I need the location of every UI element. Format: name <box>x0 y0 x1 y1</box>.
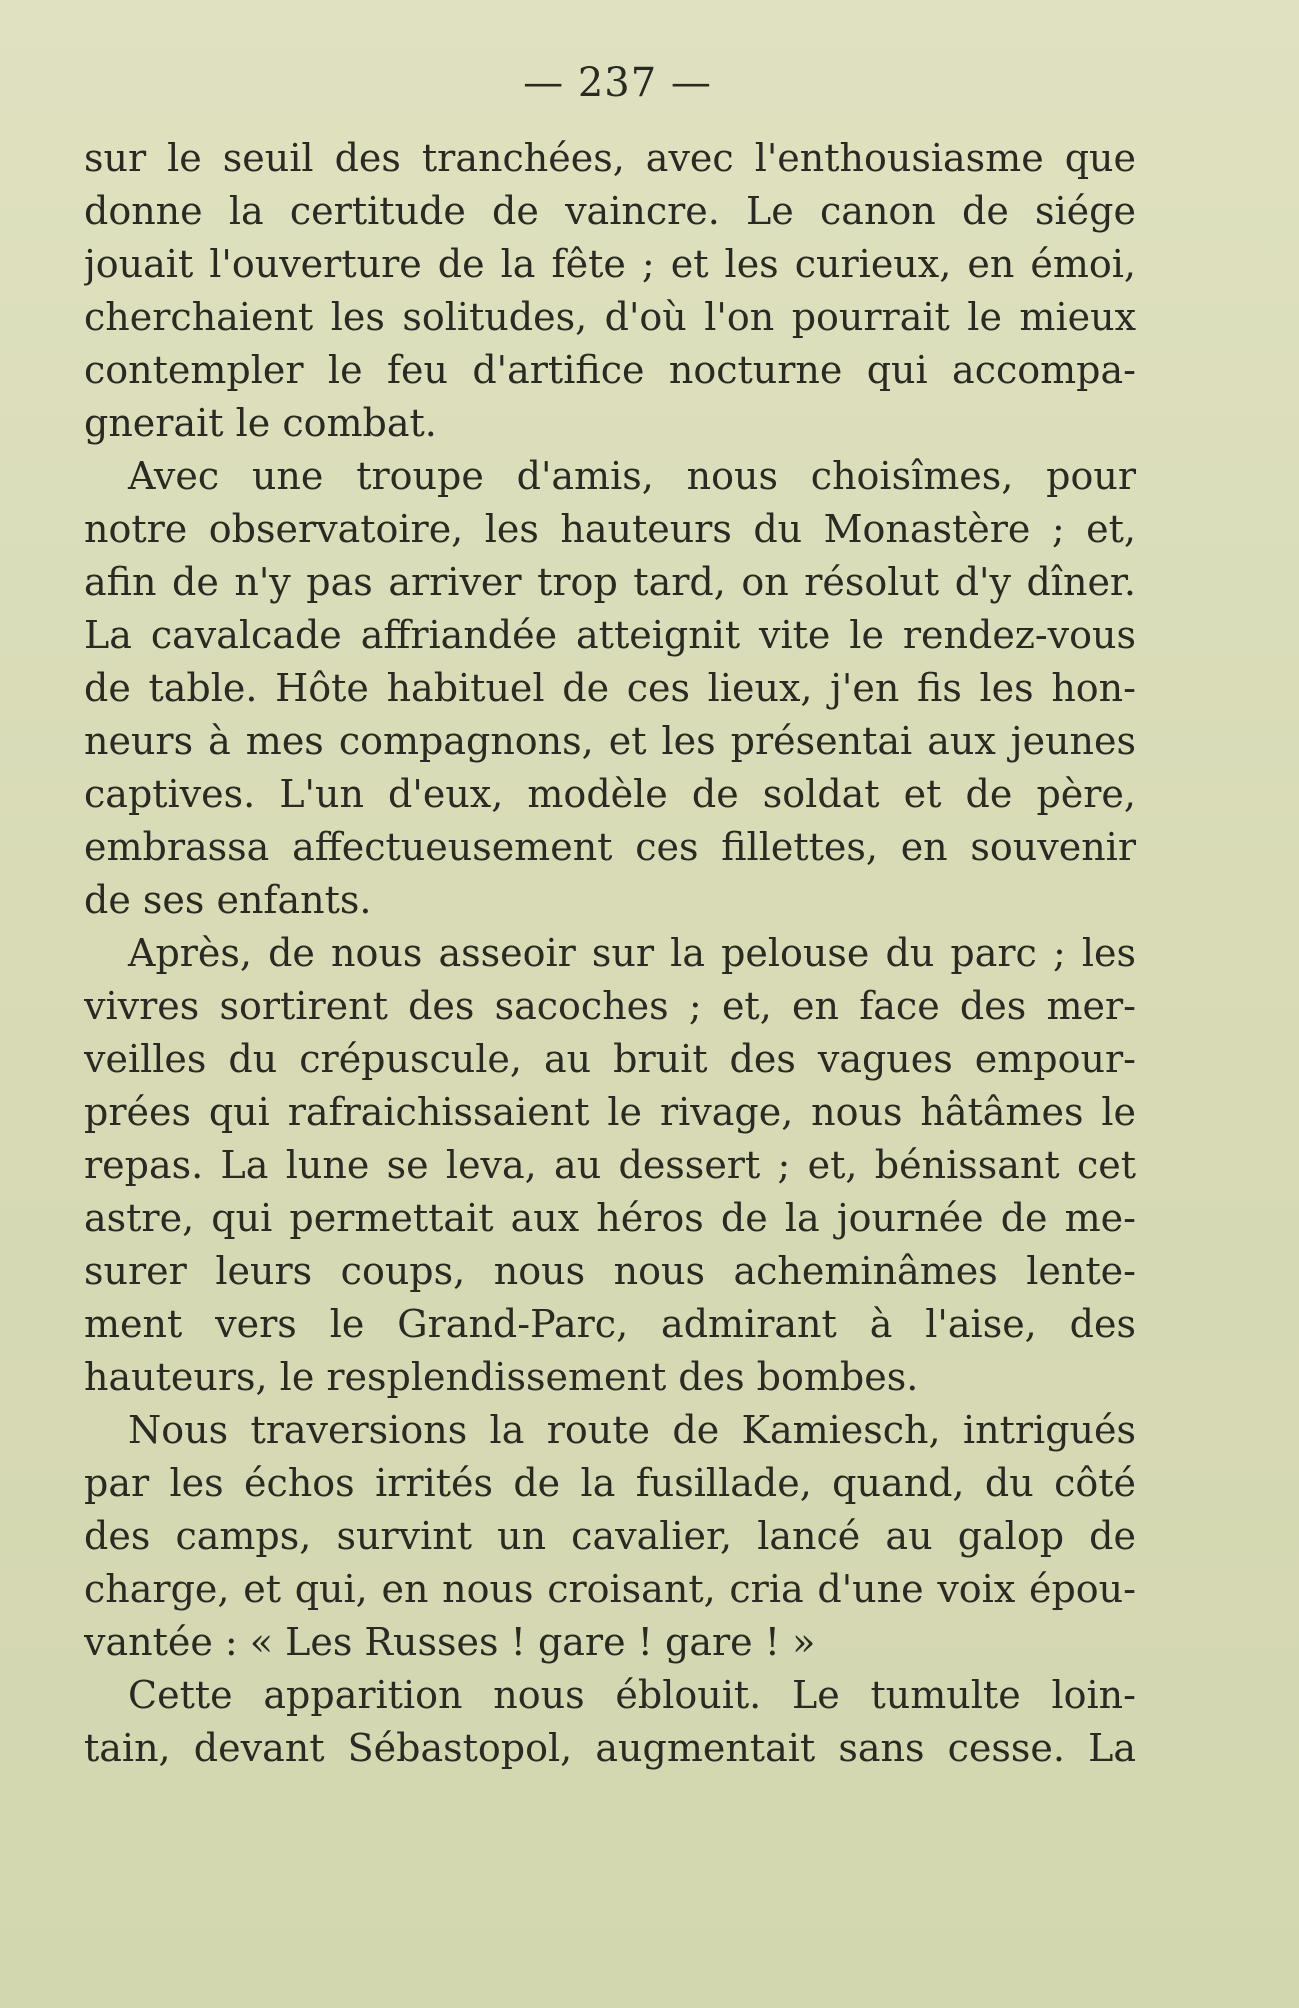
body-text <box>84 132 1136 1775</box>
text-line: de table. Hôte habituel de ces lieux, j'en fis les hon- <box>84 666 1136 710</box>
paragraph-5 <box>84 1669 1136 1775</box>
text-line: Avec une troupe d'amis, nous choisîmes, pour <box>128 454 1136 498</box>
text-line: gnerait le combat. <box>84 401 437 445</box>
text-line: neurs à mes compagnons, et les présentai aux jeunes <box>84 719 1136 763</box>
text-line: vantée : « Les Russes ! gare ! gare ! » <box>84 1620 816 1664</box>
text-line: Cette apparition nous éblouit. Le tumulte loin- <box>128 1673 1136 1717</box>
text-line: par les échos irrités de la fusillade, quand, du côté <box>84 1461 1136 1505</box>
text-line: surer leurs coups, nous nous acheminâmes lente- <box>84 1249 1136 1293</box>
paragraph-1 <box>84 132 1136 450</box>
text-line: vivres sortirent des sacoches ; et, en face des mer- <box>84 984 1136 1028</box>
text-line: de ses enfants. <box>84 878 372 922</box>
text-line: contempler le feu d'artifice nocturne qui accompa- <box>84 348 1136 392</box>
text-line: Après, de nous asseoir sur la pelouse du parc ; les <box>128 931 1136 975</box>
text-line: veilles du crépuscule, au bruit des vagues empour- <box>84 1037 1136 1081</box>
paragraph-3 <box>84 927 1136 1404</box>
text-line: des camps, survint un cavalier, lancé au galop de <box>84 1514 1136 1558</box>
text-line: captives. L'un d'eux, modèle de soldat et de père, <box>84 772 1136 816</box>
text-line: notre observatoire, les hauteurs du Monastère ; et, <box>84 507 1136 551</box>
page-number: — 237 — <box>523 60 712 106</box>
text-line: La cavalcade affriandée atteignit vite le rendez-vous <box>84 613 1136 657</box>
paragraph-4 <box>84 1404 1136 1669</box>
text-line: sur le seuil des tranchées, avec l'enthousiasme que <box>84 136 1136 180</box>
text-line: repas. La lune se leva, au dessert ; et, bénissant cet <box>84 1143 1136 1187</box>
text-line: donne la certitude de vaincre. Le canon de siége <box>84 189 1136 233</box>
text-line: astre, qui permettait aux héros de la journée de me- <box>84 1196 1136 1240</box>
text-line: prées qui rafraichissaient le rivage, nous hâtâmes le <box>84 1090 1136 1134</box>
text-line: charge, et qui, en nous croisant, cria d'une voix épou- <box>84 1567 1136 1611</box>
text-line: afin de n'y pas arriver trop tard, on résolut d'y dîner. <box>84 560 1136 604</box>
text-line: Nous traversions la route de Kamiesch, intrigués <box>128 1408 1136 1452</box>
paragraph-2 <box>84 450 1136 927</box>
text-line: embrassa affectueusement ces fillettes, en souvenir <box>84 825 1136 869</box>
text-line: hauteurs, le resplendissement des bombes. <box>84 1355 919 1399</box>
text-line: tain, devant Sébastopol, augmentait sans cesse. La <box>84 1726 1136 1770</box>
text-line: cherchaient les solitudes, d'où l'on pourrait le mieux <box>84 295 1136 339</box>
text-line: ment vers le Grand-Parc, admirant à l'aise, des <box>84 1302 1136 1346</box>
text-line: jouait l'ouverture de la fête ; et les curieux, en émoi, <box>84 242 1136 286</box>
